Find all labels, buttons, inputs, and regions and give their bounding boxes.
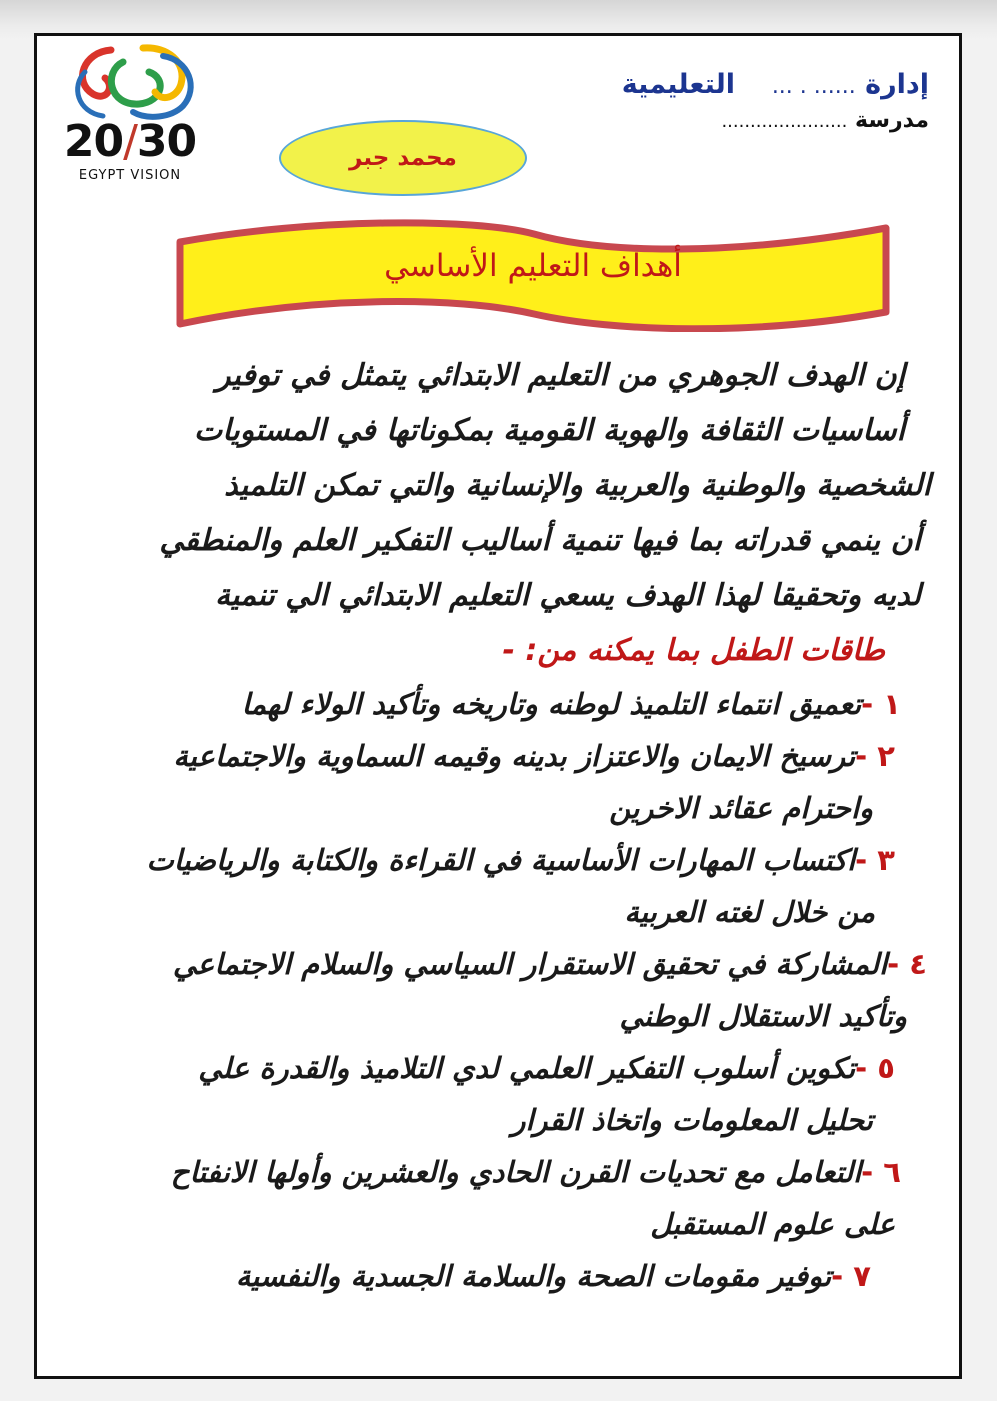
egypt-vision-logo <box>41 42 219 184</box>
intro-line: أن ينمي قدراته بما فيها تنمية أساليب التفكير العلم والمنطقي <box>159 523 921 558</box>
logo-number: 20/30 <box>63 116 197 167</box>
intro-line: أساسيات الثقافة والهوية القومية بمكوناتها في المستويات <box>194 413 905 448</box>
intro-line: إن الهدف الجوهري من التعليم الابتدائي يتمثل في توفير <box>215 358 905 393</box>
goal-number: ٤ - <box>887 947 927 981</box>
goal-item <box>67 1042 931 1146</box>
school-line <box>509 104 929 138</box>
goal-text: على علوم المستقبل <box>650 1207 895 1241</box>
goal-text: ترسيخ الايمان والاعتزاز بدينه وقيمه السماوية والاجتماعية <box>173 739 856 773</box>
directorate-dots: ...... . ... <box>771 74 856 99</box>
goal-text: التعامل مع تحديات القرن الحادي والعشرين وأولها الانفتاح <box>170 1155 862 1189</box>
goals-list <box>67 678 931 1302</box>
goal-text: توفير مقومات الصحة والسلامة الجسدية والنفسية <box>235 1259 832 1293</box>
goal-number: ٥ - <box>855 1051 895 1085</box>
goal-text: وتأكيد الاستقلال الوطني <box>619 999 907 1033</box>
intro-line: لديه وتحقيقا لهذا الهدف يسعي التعليم الابتدائي الي تنمية <box>214 578 921 613</box>
goal-number: ١ - <box>861 687 901 721</box>
school-dots: ...................... <box>721 111 848 132</box>
school-label: مدرسة <box>855 108 929 133</box>
logo-subtitle: EGYPT VISION <box>78 168 182 183</box>
goal-text: واحترام عقائد الاخرين <box>609 791 873 825</box>
goal-text: تعميق انتماء التلميذ لوطنه وتاريخه وتأكيد الولاء لهما <box>241 687 862 721</box>
goal-number: ٦ - <box>861 1155 901 1189</box>
header-info <box>509 66 929 138</box>
goal-text: تحليل المعلومات واتخاذ القرار <box>511 1103 873 1137</box>
goal-item <box>67 1250 931 1302</box>
goal-text: من خلال لغته العربية <box>624 895 875 929</box>
intro-paragraph <box>67 348 931 678</box>
intro-line: الشخصية والوطنية والعربية والإنسانية والتي تمكن التلميذ <box>224 468 931 503</box>
directorate-label: إدارة <box>865 69 929 100</box>
goal-text: المشاركة في تحقيق الاستقرار السياسي والسلام الاجتماعي <box>172 947 888 981</box>
goal-item <box>67 834 931 938</box>
goal-number: ٢ - <box>855 739 895 773</box>
directorate-suffix: التعليمية <box>621 69 735 100</box>
document-page <box>34 33 962 1379</box>
page-title: أهداف التعليم الأساسي <box>384 248 682 284</box>
intro-highlight: طاقات الطفل بما يمكنه من: - <box>502 633 885 668</box>
author-badge: محمد جبر <box>279 120 527 196</box>
title-banner <box>174 216 892 332</box>
goal-item <box>67 938 931 1042</box>
vision-logo-swirl-icon <box>63 42 203 124</box>
main-content <box>67 348 931 1302</box>
goal-item <box>67 730 931 834</box>
directorate-line <box>509 66 929 104</box>
goal-number: ٣ - <box>855 843 895 877</box>
goal-item <box>67 1146 931 1250</box>
goal-item <box>67 678 931 730</box>
goal-text: اكتساب المهارات الأساسية في القراءة والكتابة والرياضيات <box>146 843 856 877</box>
goal-text: تكوين أسلوب التفكير العلمي لدي التلاميذ والقدرة علي <box>198 1051 856 1085</box>
goal-number: ٧ - <box>831 1259 871 1293</box>
